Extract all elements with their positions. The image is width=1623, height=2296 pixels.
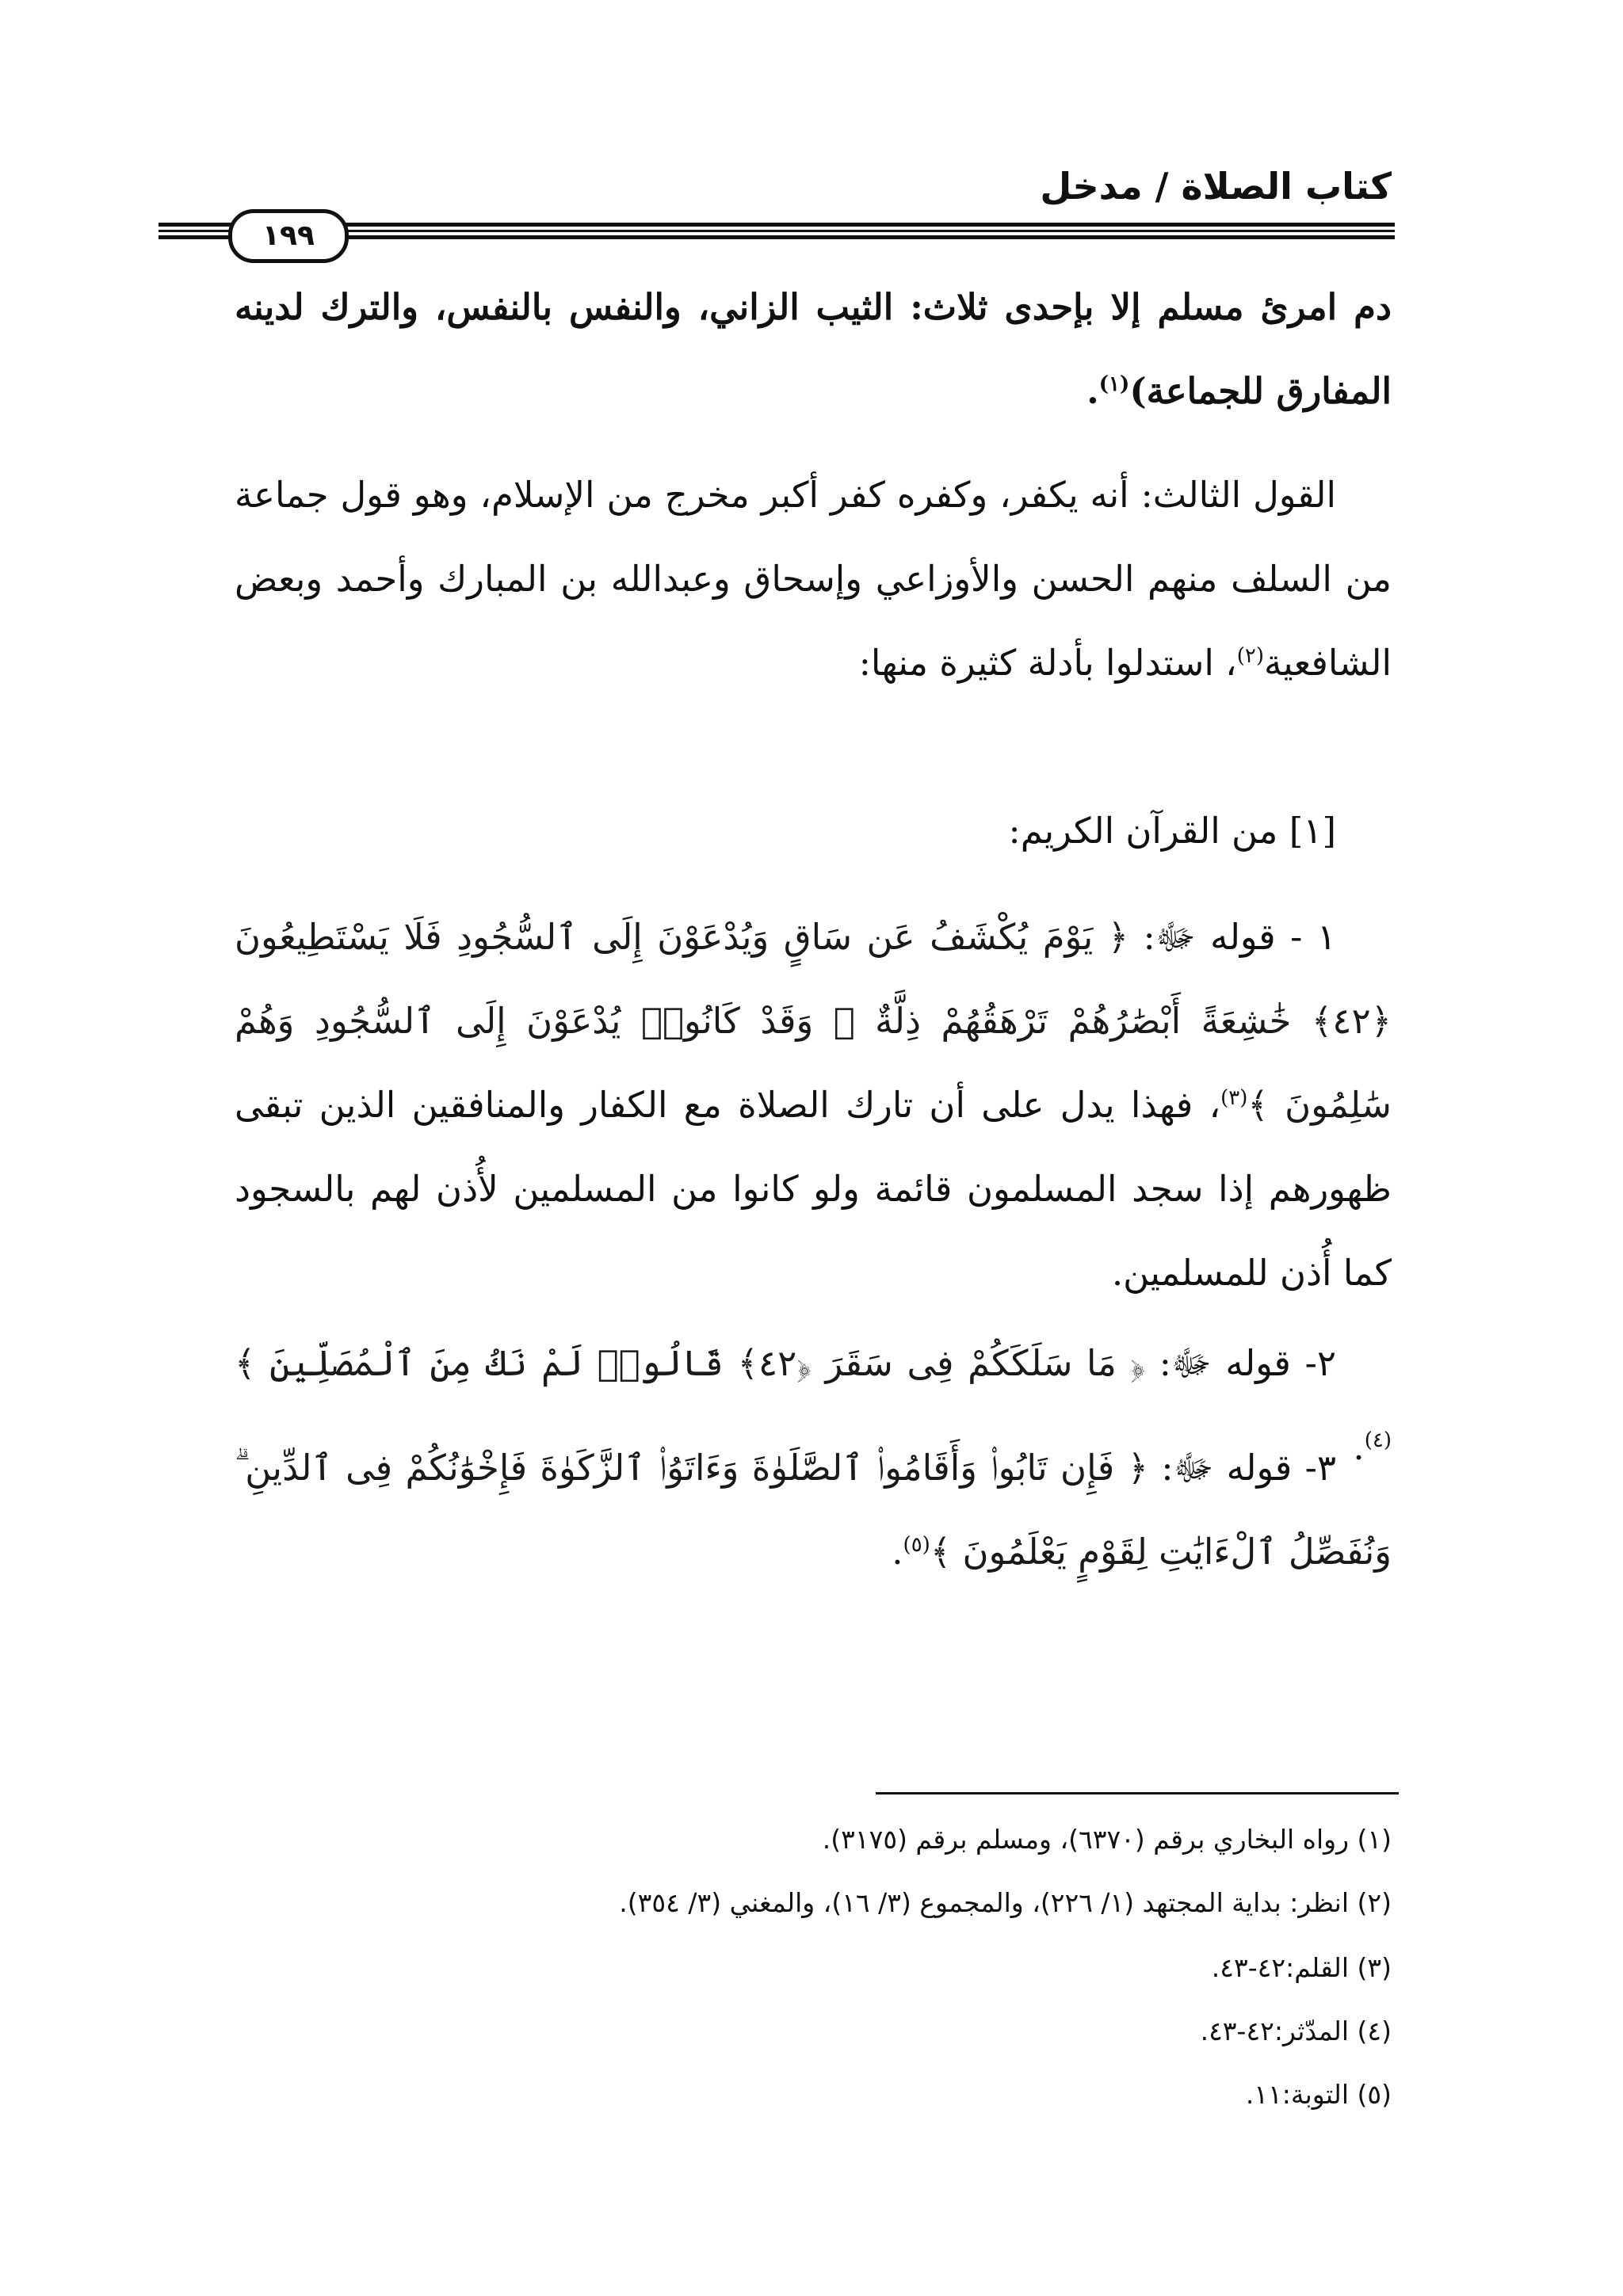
hadith-paragraph: [235, 265, 1392, 433]
item-prefix: ٢- قوله ﷻ:: [1159, 1342, 1336, 1384]
quran-verse: ﴿ يَوْمَ يُكْشَفُ عَن سَاقٍ وَيُدْعَوْنَ إِلَى ٱلسُّجُودِ فَلَا يَسْتَطِيعُونَ ﴿٤٢﴾ خَٰشِعَةً أَبْصَٰرُهُمْ تَرْهَقُهُمْ ذِلَّةٌ ۖ وَقَدْ كَانُوا۟ يُدْعَوْنَ إِلَى ٱلسُّجُودِ وَهُمْ سَٰلِمُونَ ﴾: [235, 916, 1392, 1126]
third-opinion-text-end: ، استدلوا بأدلة كثيرة منها:: [858, 642, 1237, 684]
footnote-5: (٥) التوبة:١١.: [1245, 2079, 1392, 2110]
running-title: كتاب الصلاة / مدخل: [1040, 165, 1392, 208]
footnote-4: (٤) المدّثر:٤٢-٤٣.: [1200, 2016, 1392, 2046]
item-prefix: ١ - قوله ﷻ:: [1143, 916, 1336, 958]
quran-verse: ﴿ فَإِن تَابُوا۟ وَأَقَامُوا۟ ٱلصَّلَوٰةَ وَءَاتَوُا۟ ٱلزَّكَوٰةَ فَإِخْوَٰنُكُمْ فِى ٱلدِّينِ ۗ وَنُفَصِّلُ ٱلْءَايَٰتِ لِقَوْمٍ يَعْلَمُونَ ﴾: [235, 1447, 1392, 1573]
footnote-ref: (٤): [1364, 1428, 1392, 1452]
item-prefix: ٣- قوله ﷻ:: [1161, 1447, 1336, 1489]
footnote-3: (٣) القلم:٤٢-٤٣.: [1211, 1952, 1392, 1983]
footnote-rule: [876, 1792, 1399, 1794]
footnote-2: (٢) انظر: بداية المجتهد (١/ ٢٢٦)، والمجموع (٣/ ١٦)، والمغني (٣/ ٣٥٤).: [619, 1887, 1392, 1918]
footnote-ref: (٥): [903, 1533, 930, 1557]
footnote-1: (١) رواه البخاري برقم (٦٣٧٠)، ومسلم برقم (٣١٧٥).: [822, 1824, 1392, 1855]
item-end: .: [1353, 1426, 1365, 1468]
hadith-end: .: [1086, 370, 1099, 412]
item-end: .: [892, 1531, 903, 1573]
third-opinion-text: القول الثالث: أنه يكفر، وكفره كفر أكبر مخرج من الإسلام، وهو قول جماعة من السلف منهم الحسن والأوزاعي وإسحاق وعبدالله بن المبارك وأحمد وبعض الشافعية: [235, 474, 1392, 684]
footnote-ref: (٣): [1220, 1086, 1248, 1110]
quran-verse: ﴿ مَا سَلَكَكُمْ فِى سَقَرَ ﴿٤٢﴾ قَالُوا۟ لَمْ نَكُ مِنَ ٱلْمُصَلِّينَ ﴾: [235, 1342, 1146, 1384]
evidence-item-1: [235, 895, 1392, 1315]
third-opinion-paragraph: [235, 453, 1392, 705]
hadith-text: دم امرئ مسلم إلا بإحدى ثلاث: الثيب الزاني، والنفس بالنفس، والترك لدينه المفارق للجماعة): [235, 286, 1392, 412]
item-explanation: ، فهذا يدل على أن تارك الصلاة مع الكفار والمنافقين الذين تبقى ظهورهم إذا سجد المسلمون قائمة ولو كانوا من المسلمين لأُذن لهم بالسجود كما أُذن للمسلمين.: [235, 1084, 1392, 1294]
page-number-badge: ١٩٩: [228, 209, 349, 263]
evidence-item-3: [235, 1426, 1392, 1594]
footnote-ref: (٢): [1236, 644, 1264, 668]
section-heading: [١] من القرآن الكريم:: [1008, 810, 1336, 852]
footnote-ref: (١): [1098, 372, 1130, 396]
